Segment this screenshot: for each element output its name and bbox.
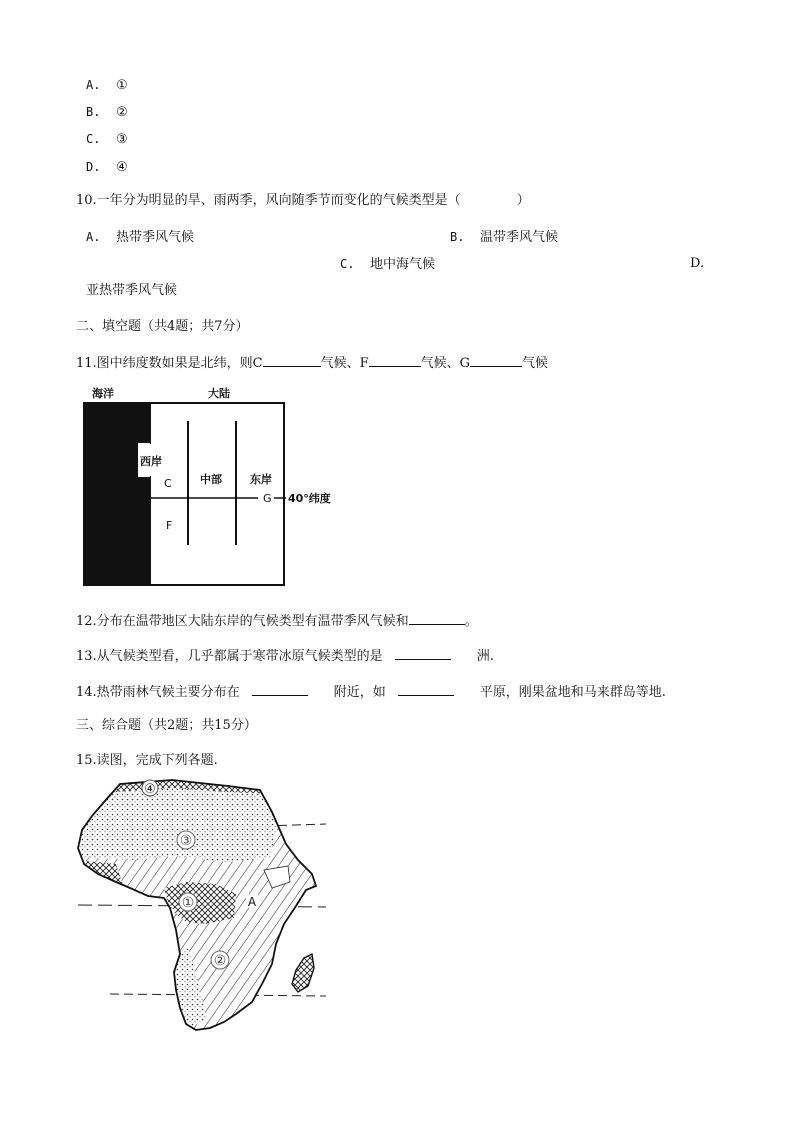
label-4: ④ [144,782,156,797]
section-3-title: 三、综合题（共2题；共15分） [76,718,257,733]
q9-option-d [86,158,128,177]
section-2-title: 二、填空题（共4题；共7分） [76,319,249,334]
q12-text-1: 12.分布在温带地区大陆东岸的气候类型有温带季风气候和 [76,614,409,629]
q14-stem [76,682,666,702]
q9-option-c [86,130,128,149]
label-c: C [164,477,172,490]
option-text: ③ [116,132,128,147]
q12-stem [76,611,478,631]
answer-blank[interactable] [470,353,522,367]
option-letter: D. [690,256,705,271]
option-text: ④ [116,160,128,175]
option-text: ② [116,105,128,120]
answer-blank[interactable] [252,682,308,696]
q10-option-b [450,228,558,247]
option-text: 地中海气候 [370,257,436,272]
label-3: ③ [179,833,193,849]
answer-blank[interactable] [369,353,421,367]
q12-text-2: 。 [464,614,478,629]
q13-text-2: 洲. [476,649,494,664]
q10-option-d-letter [690,255,704,273]
q10-option-a [86,228,194,247]
q10-stem-text: 10.一年分为明显的旱、雨两季，风向随季节而变化的气候类型是（ [76,193,461,208]
q11-text-3: 气候、G [420,356,471,371]
climate-regions [76,778,332,1036]
q14-text-2: 附近，如 [333,685,386,700]
q10-stem-end: ） [516,193,530,208]
option-text: 热带季风气候 [116,230,195,245]
africa-climate-map [76,778,332,1036]
answer-blank[interactable] [263,353,321,367]
q10-stem [76,192,530,210]
label-f: F [166,519,173,532]
label-ocean: 海洋 [92,387,114,400]
option-letter: C. [86,132,101,146]
q14-text-1: 14.热带雨林气候主要分布在 [76,685,240,700]
label-2: ② [213,953,227,969]
q9-option-a [86,76,128,95]
climate-position-diagram [80,383,340,589]
q14-text-3: 平原，刚果盆地和马来群岛等地. [479,685,666,700]
option-letter: A. [86,78,101,92]
answer-blank[interactable] [398,682,454,696]
q11-text-2: 气候、F [320,356,369,371]
label-1: ① [181,895,195,911]
label-east: 东岸 [250,473,272,486]
q11-text-1: 11.图中纬度数如果是北纬，则C [76,356,263,371]
option-text: 温带季风气候 [480,230,559,245]
q13-text-1: 13.从气候类型看，几乎都属于寒带冰原气候类型的是 [76,649,383,664]
label-latitude: 40°纬度 [288,492,331,505]
madagascar-fill [292,954,314,992]
label-a: A [247,895,257,909]
option-letter: B. [450,230,465,244]
q11-text-4: 气候 [522,356,549,371]
q10-option-c [340,255,435,274]
option-letter: A. [86,230,101,244]
answer-blank[interactable] [395,646,451,660]
q15-stem: 15.读图，完成下列各题. [76,753,218,768]
q10-option-d-text [86,282,177,300]
q9-option-b [86,103,128,122]
option-text: 亚热带季风气候 [86,283,178,298]
label-middle: 中部 [200,473,222,486]
option-letter: C. [340,257,355,271]
label-g: G [263,492,272,505]
option-letter: B. [86,105,101,119]
label-west: 西岸 [140,455,162,468]
q13-stem [76,646,494,666]
label-continent: 大陆 [208,387,230,400]
ocean-area [84,403,150,585]
option-text: ① [116,78,128,93]
option-letter: D. [86,160,101,174]
q11-stem [76,353,548,373]
answer-blank[interactable] [409,611,465,625]
